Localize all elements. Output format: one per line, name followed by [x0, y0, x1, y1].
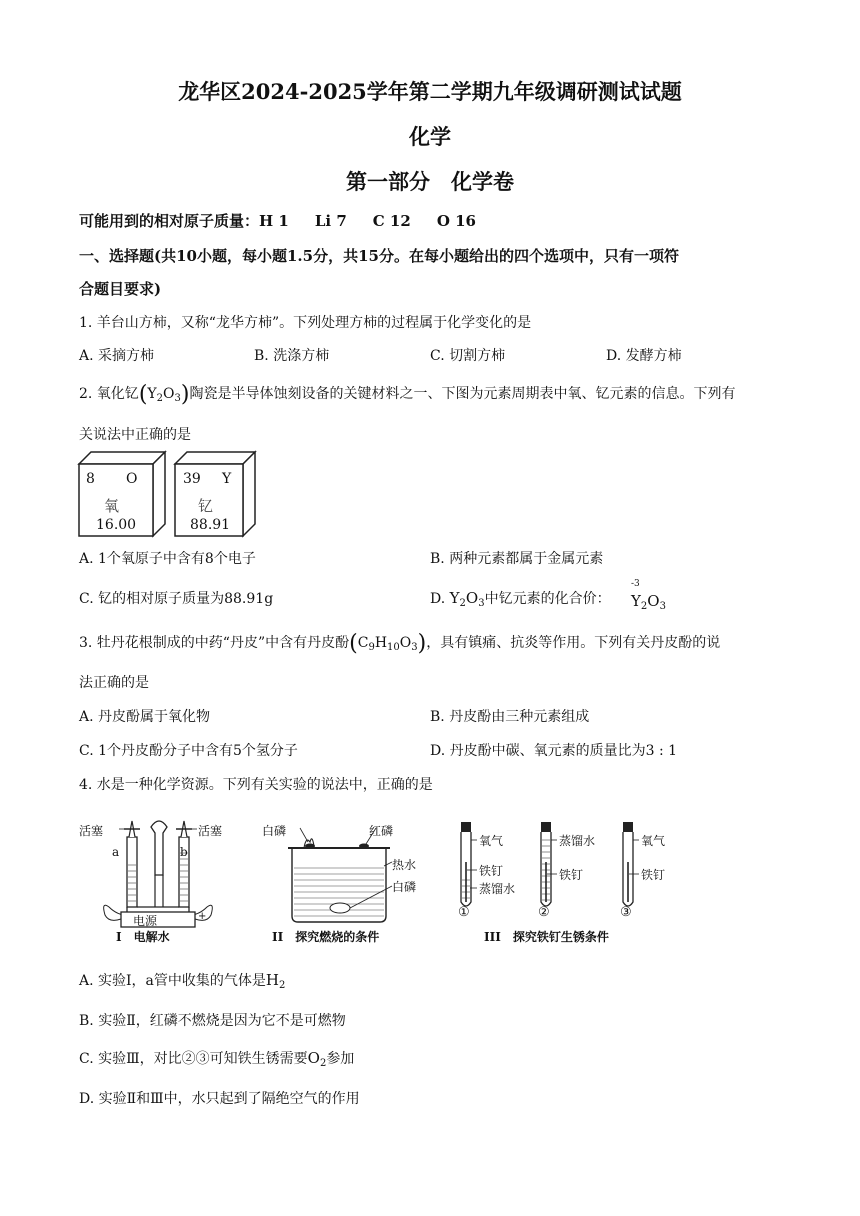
tube3-nail-label: 铁钉 — [641, 868, 666, 882]
oxygen-number: 8 — [86, 471, 95, 487]
section-heading-line2: 合题目要求) — [79, 280, 162, 298]
valence-formula-sub2: 3 — [659, 601, 666, 612]
q2-option-d-pre: D. — [430, 591, 446, 607]
q4-option-a-pre: A. 实验Ⅰ，a管中收集的气体是 — [79, 973, 266, 989]
q3-stem-pre: 3. 牡丹花根制成的中药“丹皮”中含有丹皮酚 — [79, 635, 350, 651]
q3-option-c: C. 1个丹皮酚分子中含有5个氢分子 — [79, 743, 298, 759]
q3-option-a: A. 丹皮酚属于氧化物 — [79, 709, 211, 725]
q4-option-a-h: H — [265, 971, 279, 989]
fig2-caption: II 探究燃烧的条件 — [272, 930, 380, 944]
tube1-nail-label: 铁钉 — [479, 864, 504, 878]
atomic-mass-c: C 12 — [372, 212, 411, 230]
atomic-mass-li: Li 7 — [314, 212, 347, 230]
valence-formula-o: O — [647, 592, 660, 610]
q3-option-b: B. 丹皮酚由三种元素组成 — [430, 709, 590, 725]
tube3-number: ③ — [620, 905, 632, 920]
q3-stem-line2: 法正确的是 — [79, 675, 149, 691]
atomic-mass-o: O 16 — [436, 212, 476, 230]
tube3-oxygen-label: 氧气 — [641, 834, 666, 848]
q2-option-d-sub1: 2 — [459, 598, 466, 609]
q3-f-h: H — [374, 635, 388, 651]
q1-option-c: C. 切割方柿 — [430, 348, 506, 364]
q3-f-c: C — [357, 635, 369, 651]
fig3-caption: III 探究铁钉生锈条件 — [484, 930, 609, 944]
tube1-number: ① — [458, 905, 470, 920]
valence-formula — [631, 592, 666, 610]
q4-option-a-sub: 2 — [278, 980, 286, 991]
q2-option-d-mid: 中钇元素的化合价： — [484, 591, 611, 607]
yttrium-number: 39 — [183, 471, 201, 487]
q3-option-d-pre: D. 丹皮酚中碳、氧元素的质量比为 — [430, 743, 646, 759]
q4-option-c-post: 参加 — [326, 1051, 355, 1067]
q1-option-b: B. 洗涤方柿 — [254, 348, 330, 364]
q4-stem: 4. 水是一种化学资源。下列有关实验的说法中，正确的是 — [79, 777, 433, 793]
q2-formula-sub2: 3 — [174, 393, 181, 404]
q4-option-c-pre: C. 实验Ⅲ，对比②③可知铁生锈需要 — [79, 1051, 308, 1067]
hot-water-label: 热水 — [392, 858, 417, 872]
tube2-water-label: 蒸馏水 — [559, 834, 596, 848]
q4-option-c-sub: 2 — [319, 1058, 327, 1069]
fig1-caption: I 电解水 — [116, 930, 170, 944]
q4-option-a — [79, 970, 285, 990]
q2-formula-o: O — [163, 386, 175, 402]
q3-f-h-sub: 10 — [387, 642, 400, 653]
tube-a-label: a — [112, 845, 120, 859]
q2-stem-line2: 关说法中正确的是 — [79, 427, 191, 443]
q2-formula-y: Y — [147, 386, 157, 402]
page-title: 龙华区2024-2025学年第二学期九年级调研测试试题 — [178, 79, 682, 104]
q2-option-a: A. 1个氧原子中含有8个电子 — [79, 551, 256, 567]
q2-stem-pre: 2. 氧化钇 — [79, 386, 139, 402]
subject-title: 化学 — [409, 124, 451, 149]
white-phosphorus-bottom-label: 白磷 — [392, 880, 417, 894]
q2-option-d-o: O — [465, 589, 479, 607]
q3-f-c-sub: 9 — [368, 642, 375, 653]
yttrium-symbol: Y — [222, 471, 232, 487]
q1-option-a: A. 采摘方柿 — [79, 348, 155, 364]
q4-option-c-o: O — [307, 1049, 320, 1067]
yttrium-mass: 88.91 — [190, 517, 231, 533]
tube2-number: ② — [538, 905, 550, 920]
tube1-oxygen-label: 氧气 — [479, 834, 504, 848]
tube1-water-label: 蒸馏水 — [479, 882, 516, 896]
yttrium-name: 钇 — [198, 497, 214, 515]
q3-option-d-ratio: 3 : 1 — [645, 743, 678, 759]
q2-option-d-y: Y — [449, 589, 460, 607]
q2-option-c: C. 钇的相对原子质量为88.91g — [79, 591, 274, 607]
q4-option-b: B. 实验Ⅱ，红磷不燃烧是因为它不是可燃物 — [79, 1013, 346, 1029]
valence-mark: -3 — [631, 579, 640, 589]
q1-stem: 1. 羊台山方柿，又称“龙华方柿”。下列处理方柿的过程属于化学变化的是 — [79, 315, 532, 331]
q4-option-d: D. 实验Ⅱ和Ⅲ中，水只起到了隔绝空气的作用 — [79, 1091, 360, 1107]
tube2-nail-label: 铁钉 — [559, 868, 584, 882]
tube-b-label: b — [180, 845, 188, 859]
oxygen-name: 氧 — [104, 497, 120, 515]
q2-stem: 2. 氧化钇$(Y_2O_3)$陶瓷是半导体蚀刻设备的关键材料之一、下图为元素周期表中氧、钇元素的信息。下列有 — [79, 382, 736, 407]
q2-formula-sub1: 2 — [156, 393, 164, 404]
power-plus-label: + — [198, 911, 207, 922]
atomic-mass-label: 可能用到的相对原子质量： — [79, 212, 260, 230]
part-title: 第一部分 化学卷 — [346, 169, 514, 194]
q3-f-o: O — [399, 635, 412, 651]
q2-option-d — [430, 588, 611, 608]
q4-option-c — [79, 1048, 354, 1068]
q3-f-o-sub: 3 — [411, 642, 418, 653]
atomic-mass-line — [79, 210, 476, 231]
atomic-mass-h: H 1 — [259, 212, 289, 230]
oxygen-mass: 16.00 — [96, 517, 137, 533]
q3-stem-post: ，具有镇痛、抗炎等作用。下列有关丹皮酚的说 — [426, 635, 721, 651]
q2-stem-post: 陶瓷是半导体蚀刻设备的关键材料之一、下图为元素周期表中氧、钇元素的信息。下列有 — [189, 386, 736, 402]
valence-formula-sub1: 2 — [640, 601, 648, 612]
valence-formula-y: Y — [631, 592, 641, 610]
q3-stem: 3. 牡丹花根制成的中药“丹皮”中含有丹皮酚$(C_9H_{10}O_3)$，具有镇痛、抗炎等作用。下列有关丹皮酚的说 — [79, 631, 721, 656]
section-heading-line1: 一、选择题(共10小题，每小题1.5分，共15分。在每小题给出的四个选项中，只有一项符 — [79, 247, 679, 265]
red-phosphorus-label: 红磷 — [369, 824, 394, 838]
power-supply-label: 电源 — [133, 914, 158, 928]
white-phosphorus-top-label: 白磷 — [262, 824, 287, 838]
q3-option-d — [430, 740, 677, 760]
q2-option-b: B. 两种元素都属于金属元素 — [430, 551, 604, 567]
q2-option-d-sub2: 3 — [478, 598, 485, 609]
stopcock-left-label: 活塞 — [79, 824, 104, 838]
q1-option-d: D. 发酵方柿 — [606, 348, 682, 364]
stopcock-right-label: 活塞 — [198, 824, 223, 838]
oxygen-symbol: O — [126, 471, 138, 487]
